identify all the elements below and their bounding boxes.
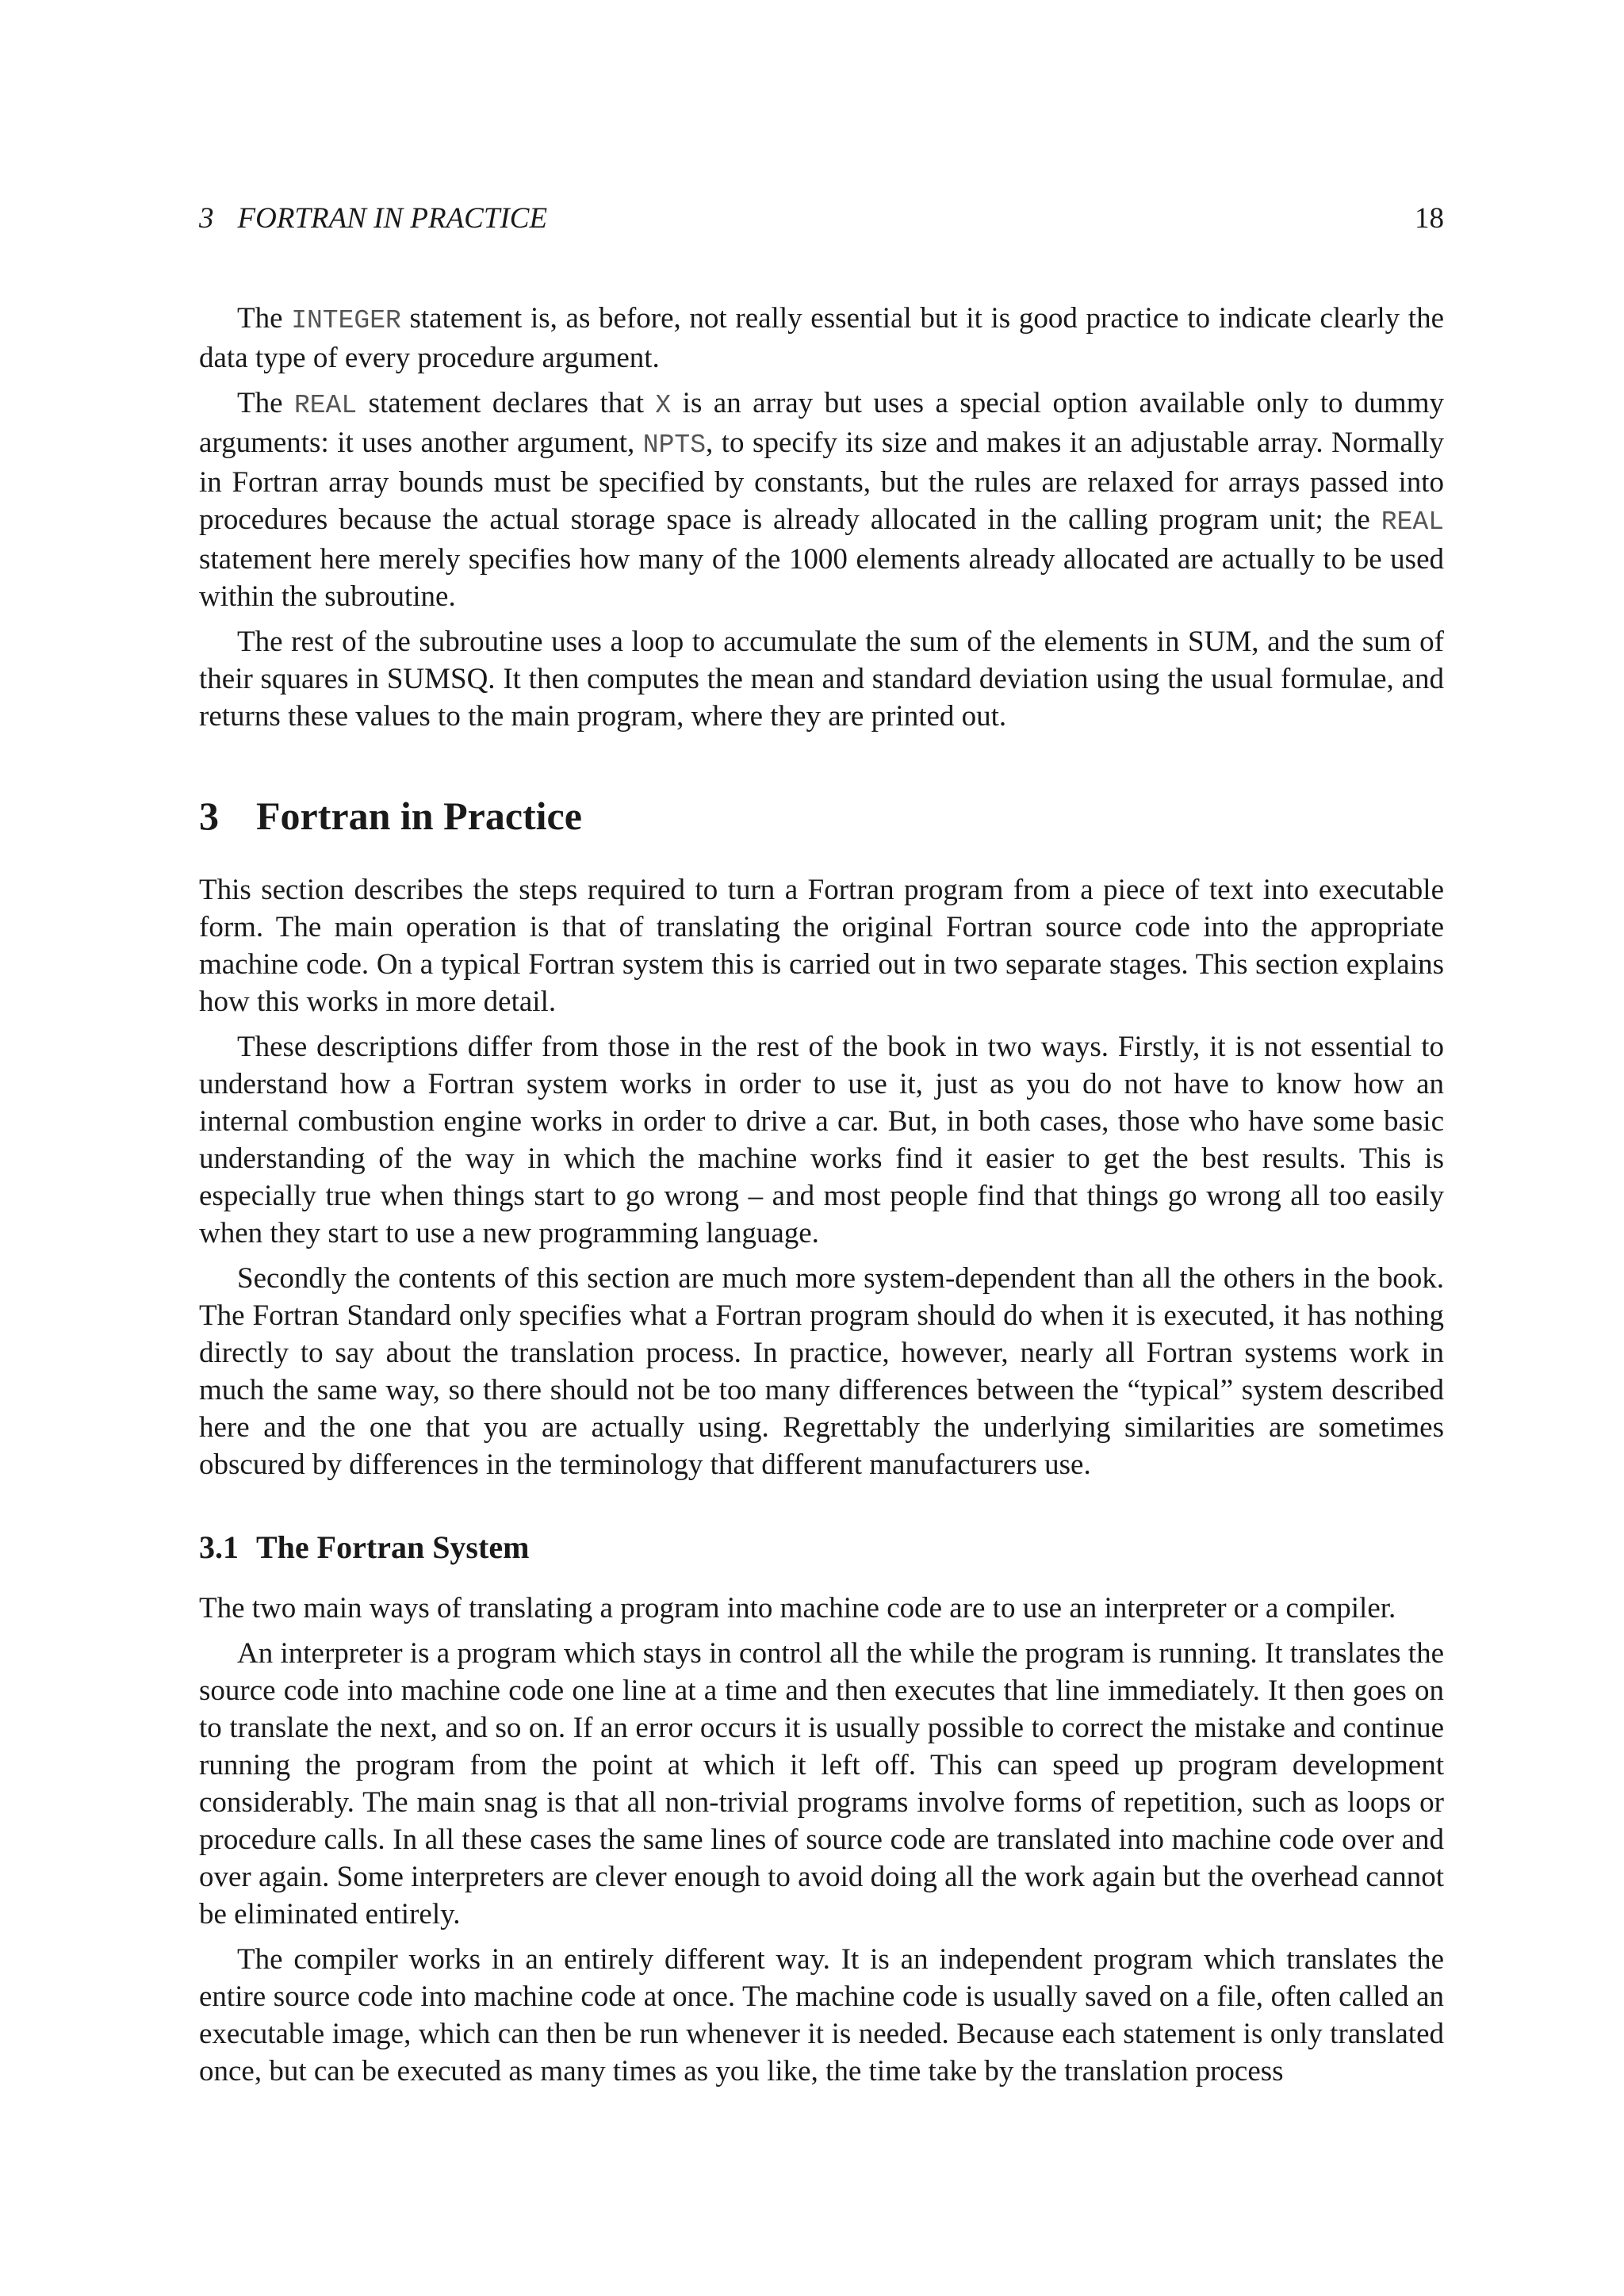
page-body [199, 300, 1444, 2098]
header-chapter-number: 3 [199, 202, 214, 235]
subsection-number: 3.1 [199, 1529, 239, 1565]
paragraph [199, 300, 1444, 377]
header-chapter-title: FORTRAN IN PRACTICE [237, 202, 548, 235]
code-keyword: NPTS [642, 430, 707, 460]
text-run: statement here merely specifies how many of the 1000 elements already allocated are actually to be used within the subroutine. [199, 543, 1444, 613]
paragraph: The two main ways of translating a program into machine code are to use an interpreter or a compiler. [199, 1592, 1396, 1624]
code-keyword: REAL [1381, 507, 1444, 537]
page-number: 18 [1415, 202, 1444, 235]
paragraph: Secondly the contents of this section are much more system-dependent than all the others in the book. The Fortran Standard only specifies what a Fortran program should do when it is executed, it has nothing directly to say about the translation process. In practice, however, nearly all Fortran systems work in much the same way, so there should not be too many differences between the “typical” system described here and the one that you are actually using. Regrettably the underlying similarities are sometimes obscured by differences in the terminology that different manufacturers use. [199, 1262, 1444, 1481]
subsection-heading [199, 1528, 1444, 1567]
section-title: Fortran in Practice [256, 794, 582, 838]
text-run: The [237, 302, 292, 335]
section-heading [199, 792, 1444, 840]
code-keyword: REAL [293, 391, 358, 420]
header-chapter [199, 200, 547, 238]
section-number: 3 [199, 794, 219, 838]
running-header [199, 200, 1444, 238]
paragraph: An interpreter is a program which stays in control all the while the program is running. It translates the source code into machine code one line at a time and then executes that line immediately. It then goes on to translate the next, and so on. If an error occurs it is usually possible to correct the mistake and continue running the program from the point at which it left off. This can speed up program development considerably. The main snag is that all non-trivial programs involve forms of repetition, such as loops or procedure calls. In all these cases the same lines of source code are translated into machine code over and over again. Some interpreters are clever enough to avoid doing all the work again but the overhead cannot be eliminated entirely. [199, 1637, 1444, 1931]
text-run: The [237, 387, 294, 419]
text-run: statement is, as before, not really essential but it is good practice to indicate clearly the data type of every procedure argument. [199, 302, 1444, 374]
paragraph: These descriptions differ from those in the rest of the book in two ways. Firstly, it is not essential to understand how a Fortran system works in order to use it, just as you do not have to know how an internal combustion engine works in order to drive a car. But, in both cases, those who have some basic understanding of the way in which the machine works find it easier to get the best results. This is especially true when things start to go wrong – and most people find that things go wrong all too easily when they start to use a new programming language. [199, 1031, 1444, 1249]
text-run: statement declares that [357, 387, 656, 419]
paragraph: The rest of the subroutine uses a loop to accumulate the sum of the elements in SUM, and the sum of their squares in SUMSQ. It then computes the mean and standard deviation using the usual formulae, and returns these values to the main program, where they are printed out. [199, 626, 1444, 733]
text-run: is an array but uses a special option available only to dummy arguments: it uses another argument, [199, 387, 1444, 459]
code-keyword: X [655, 391, 672, 420]
paragraph: This section describes the steps required to turn a Fortran program from a piece of text into executable form. The main operation is that of translating the original Fortran source code into the appropriate machine code. On a typical Fortran system this is carried out in two separate stages. This section explains how this works in more detail. [199, 874, 1444, 1018]
paragraph [199, 385, 1444, 615]
text-run: , to specify its size and makes it an adjustable array. Normally in Fortran array bounds must be specified by constants, but the rules are relaxed for arrays passed into procedures because the actual storage space is already allocated in the calling program unit; the [199, 427, 1444, 536]
paragraph: The compiler works in an entirely different way. It is an independent program which translates the entire source code into machine code at once. The machine code is usually saved on a file, often called an executable image, which can then be run whenever it is needed. Because each statement is only translated once, but can be executed as many times as you like, the time take by the translation process [199, 1943, 1444, 2087]
code-keyword: INTEGER [291, 306, 401, 335]
subsection-title: The Fortran System [256, 1529, 530, 1565]
